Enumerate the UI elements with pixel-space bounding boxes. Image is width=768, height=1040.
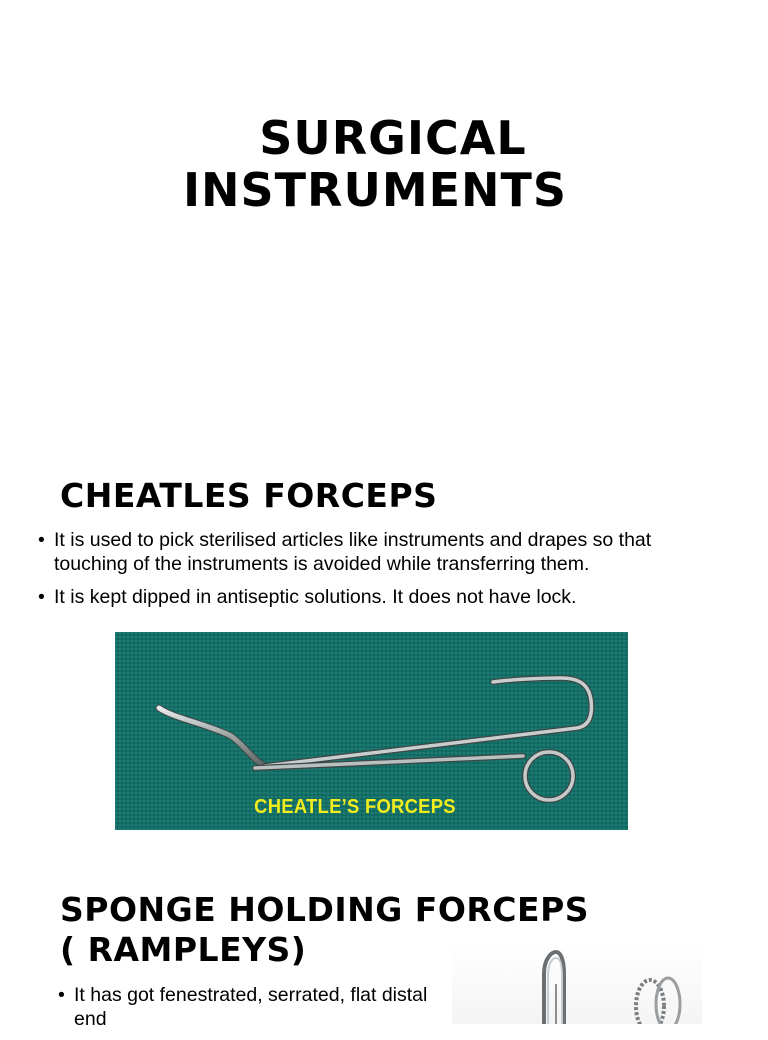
image-caption: CHEATLE’S FORCEPS (254, 796, 456, 818)
title-line-1: SURGICAL (259, 111, 527, 165)
cheatles-bullet-list (38, 528, 728, 618)
cheatles-forceps-photo (115, 632, 628, 830)
slide-title (0, 112, 768, 216)
heading-line-2: ( RAMPLEYS) (60, 930, 307, 969)
title-line-2: INSTRUMENTS (182, 163, 568, 217)
sponge-forceps-illustration (452, 944, 702, 1024)
bullet-item: • It is kept dipped in antiseptic solutions. It does not have lock. (38, 585, 728, 609)
heading-line-1: SPONGE HOLDING FORCEPS (60, 890, 590, 929)
bullet-item: • It is used to pick sterilised articles like instruments and drapes so that touching of the instruments is avoided while transferring them. (38, 528, 728, 576)
sponge-bullet-list (58, 983, 438, 1040)
bullet-item: • It has got fenestrated, serrated, flat distal end (58, 983, 438, 1031)
sponge-forceps-photo (452, 944, 702, 1024)
section-heading-cheatles: CHEATLES FORCEPS (60, 476, 438, 515)
